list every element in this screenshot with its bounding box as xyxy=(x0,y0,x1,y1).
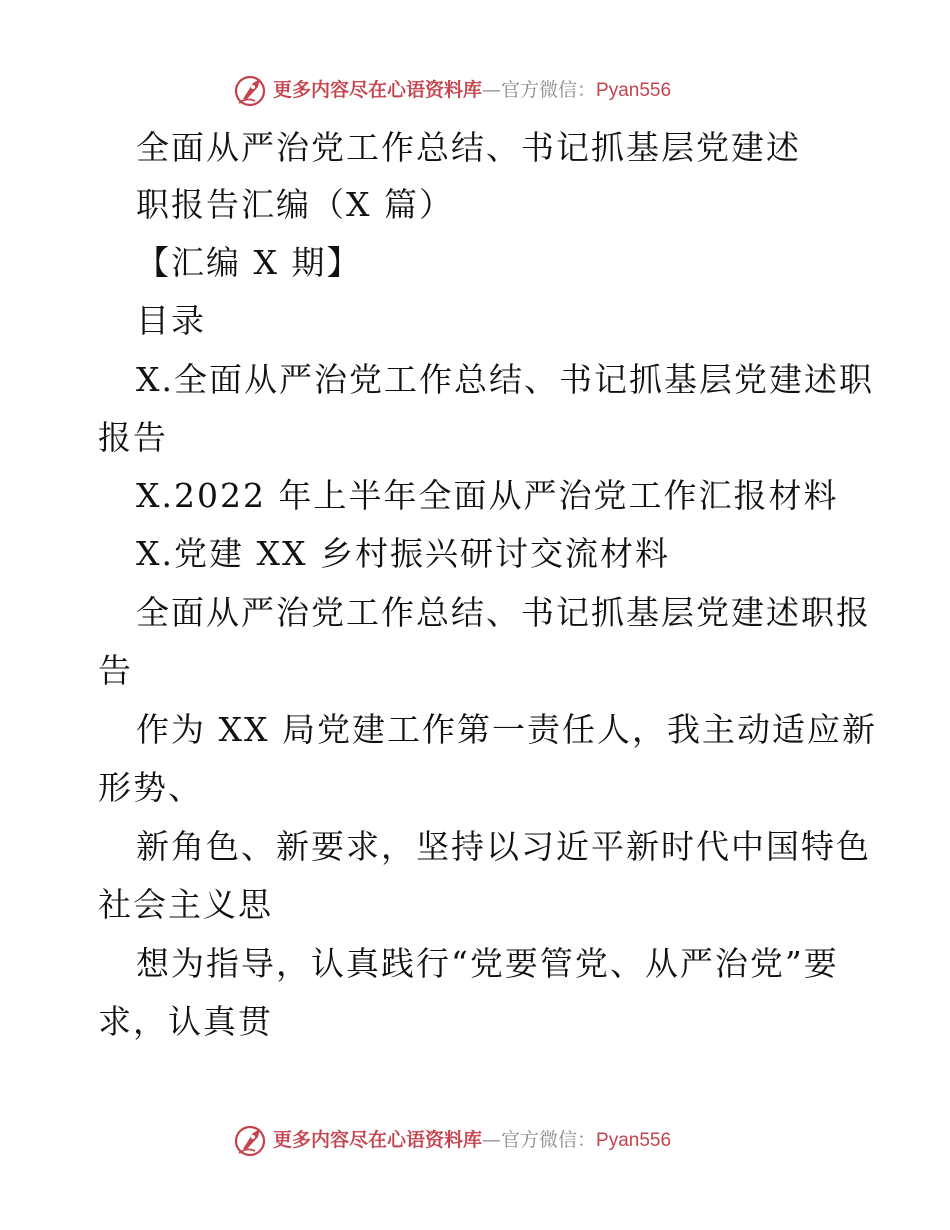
watermark-wechat-id: Pyan556 xyxy=(596,80,672,101)
watermark-text xyxy=(273,1128,671,1153)
header-watermark xyxy=(0,70,950,110)
footer-watermark xyxy=(0,1120,950,1160)
toc-item-3: X.党建 XX 乡村振兴研讨交流材料 xyxy=(136,534,670,573)
paragraph-3-line-2: 求，认真贯 xyxy=(98,1002,273,1041)
toc-heading: 目录 xyxy=(136,301,206,340)
watermark-main-text: 更多内容尽在心语资料库 xyxy=(273,79,483,101)
toc-item-1-line-1: X.全面从严治党工作总结、书记抓基层党建述职 xyxy=(136,360,874,399)
watermark-separator: — xyxy=(482,79,502,101)
watermark-wechat-id: Pyan556 xyxy=(596,1130,672,1151)
watermark-text xyxy=(273,78,671,103)
issue-label: 【汇编 X 期】 xyxy=(136,243,362,282)
paragraph-3-line-1: 想为指导，认真践行“党要管党、从严治党”要 xyxy=(136,944,839,983)
paragraph-1-line-1: 作为 XX 局党建工作第一责任人，我主动适应新 xyxy=(136,710,877,749)
watermark-separator: — xyxy=(482,1129,502,1151)
paragraph-2-line-2: 社会主义思 xyxy=(98,885,273,924)
paragraph-1-line-2: 形势、 xyxy=(98,768,203,807)
section-title-line-1: 全面从严治党工作总结、书记抓基层党建述职报 xyxy=(136,593,871,632)
watermark-main-text: 更多内容尽在心语资料库 xyxy=(273,1129,483,1151)
section-title-line-2: 告 xyxy=(98,651,133,690)
watermark-wechat-label: 官方微信： xyxy=(501,1129,597,1151)
paragraph-2-line-1: 新角色、新要求，坚持以习近平新时代中国特色 xyxy=(136,827,871,866)
watermark-wechat-label: 官方微信： xyxy=(501,79,597,101)
pen-nib-logo-icon xyxy=(233,73,269,107)
document-title-line-1: 全面从严治党工作总结、书记抓基层党建述 xyxy=(136,128,801,167)
toc-item-1-line-2: 报告 xyxy=(98,418,168,457)
toc-item-2: X.2022 年上半年全面从严治党工作汇报材料 xyxy=(136,476,839,515)
pen-nib-logo-icon xyxy=(233,1123,269,1157)
document-title-line-2: 职报告汇编（X 篇） xyxy=(136,185,454,224)
